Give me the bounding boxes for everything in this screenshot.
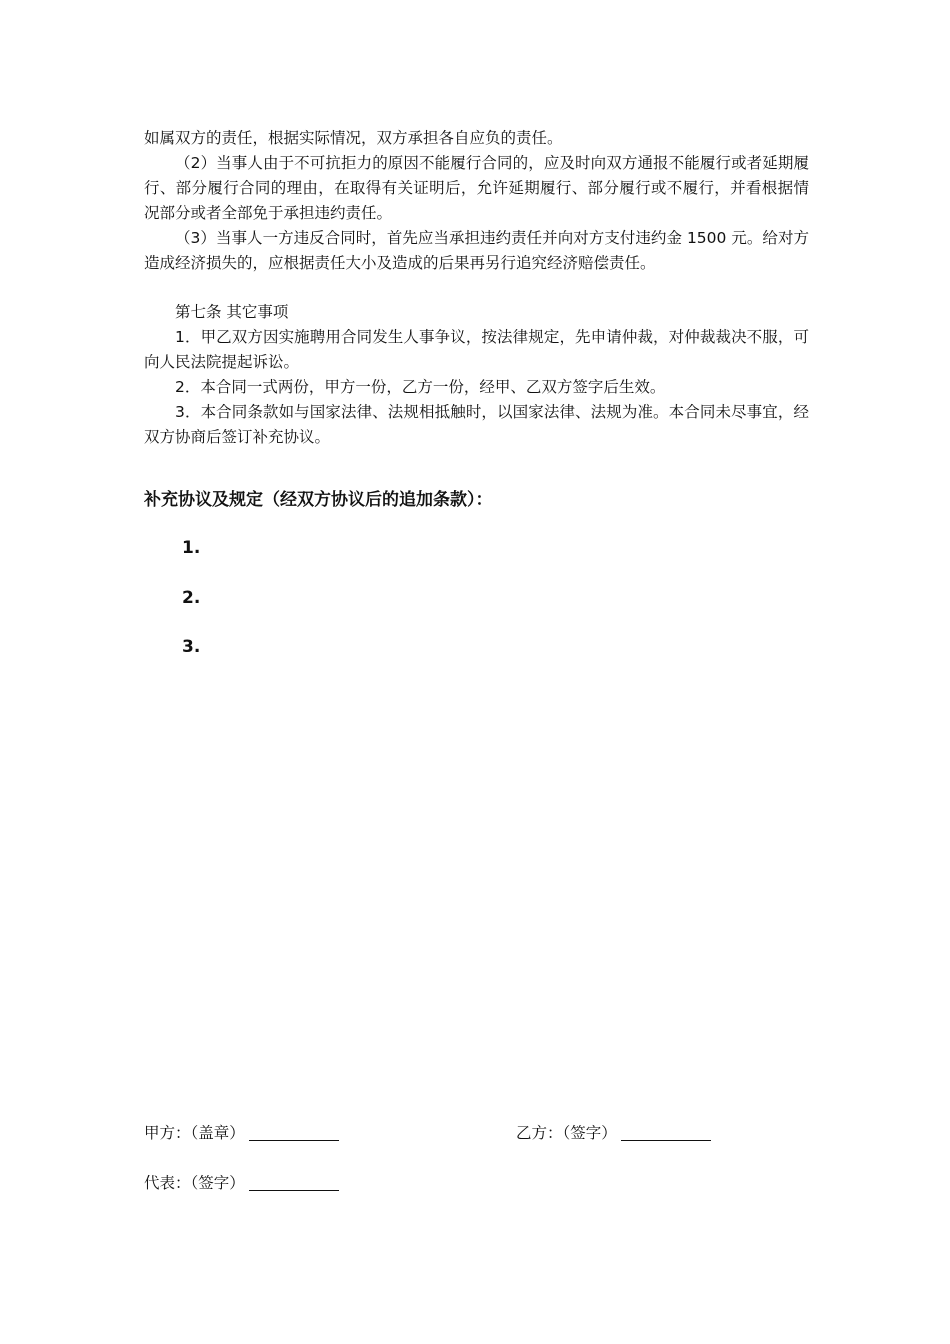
- party-b-signature-line: [621, 1122, 711, 1141]
- section6-block: [144, 126, 809, 276]
- section7-item-2: 2．本合同一式两份，甲方一份，乙方一份，经甲、乙双方签字后生效。: [175, 378, 666, 396]
- party-b-signature: [516, 1121, 711, 1145]
- supplement-title: 补充协议及规定（经双方协议后的追加条款）：: [144, 490, 493, 510]
- representative-signature-line: [249, 1172, 339, 1191]
- representative-signature: [144, 1171, 339, 1195]
- section6-paragraph-tail: 如属双方的责任，根据实际情况，双方承担各自应负的责任。: [144, 129, 563, 147]
- party-a-label: 甲方：（盖章）: [144, 1124, 245, 1142]
- section7-block: [144, 300, 809, 450]
- supplement-item-1: 1.: [182, 538, 201, 558]
- supplement-item-3: 3.: [182, 637, 201, 657]
- party-a-signature-line: [249, 1122, 339, 1141]
- section7-item-1: 1．甲乙双方因实施聘用合同发生人事争议，按法律规定，先申请仲裁，对仲裁裁决不服，可向人民法院提起诉讼。: [144, 328, 809, 371]
- section6-paragraph-2: （2）当事人由于不可抗拒力的原因不能履行合同的，应及时向双方通报不能履行或者延期履行、部分履行合同的理由，在取得有关证明后，允许延期履行、部分履行或不履行，并看根据情况部分或者全部免于承担违约责任。: [144, 154, 809, 222]
- representative-label: 代表：（签字）: [144, 1174, 245, 1192]
- party-b-label: 乙方：（签字）: [516, 1124, 617, 1142]
- section7-heading: 第七条 其它事项: [175, 303, 289, 321]
- supplement-item-2: 2.: [182, 588, 201, 608]
- party-a-signature: [144, 1121, 339, 1145]
- section6-paragraph-3: （3）当事人一方违反合同时，首先应当承担违约责任并向对方支付违约金 1500 元。给对方造成经济损失的，应根据责任大小及造成的后果再另行追究经济赔偿责任。: [144, 229, 809, 272]
- section7-item-3: 3．本合同条款如与国家法律、法规相抵触时，以国家法律、法规为准。本合同未尽事宜，经双方协商后签订补充协议。: [144, 403, 809, 446]
